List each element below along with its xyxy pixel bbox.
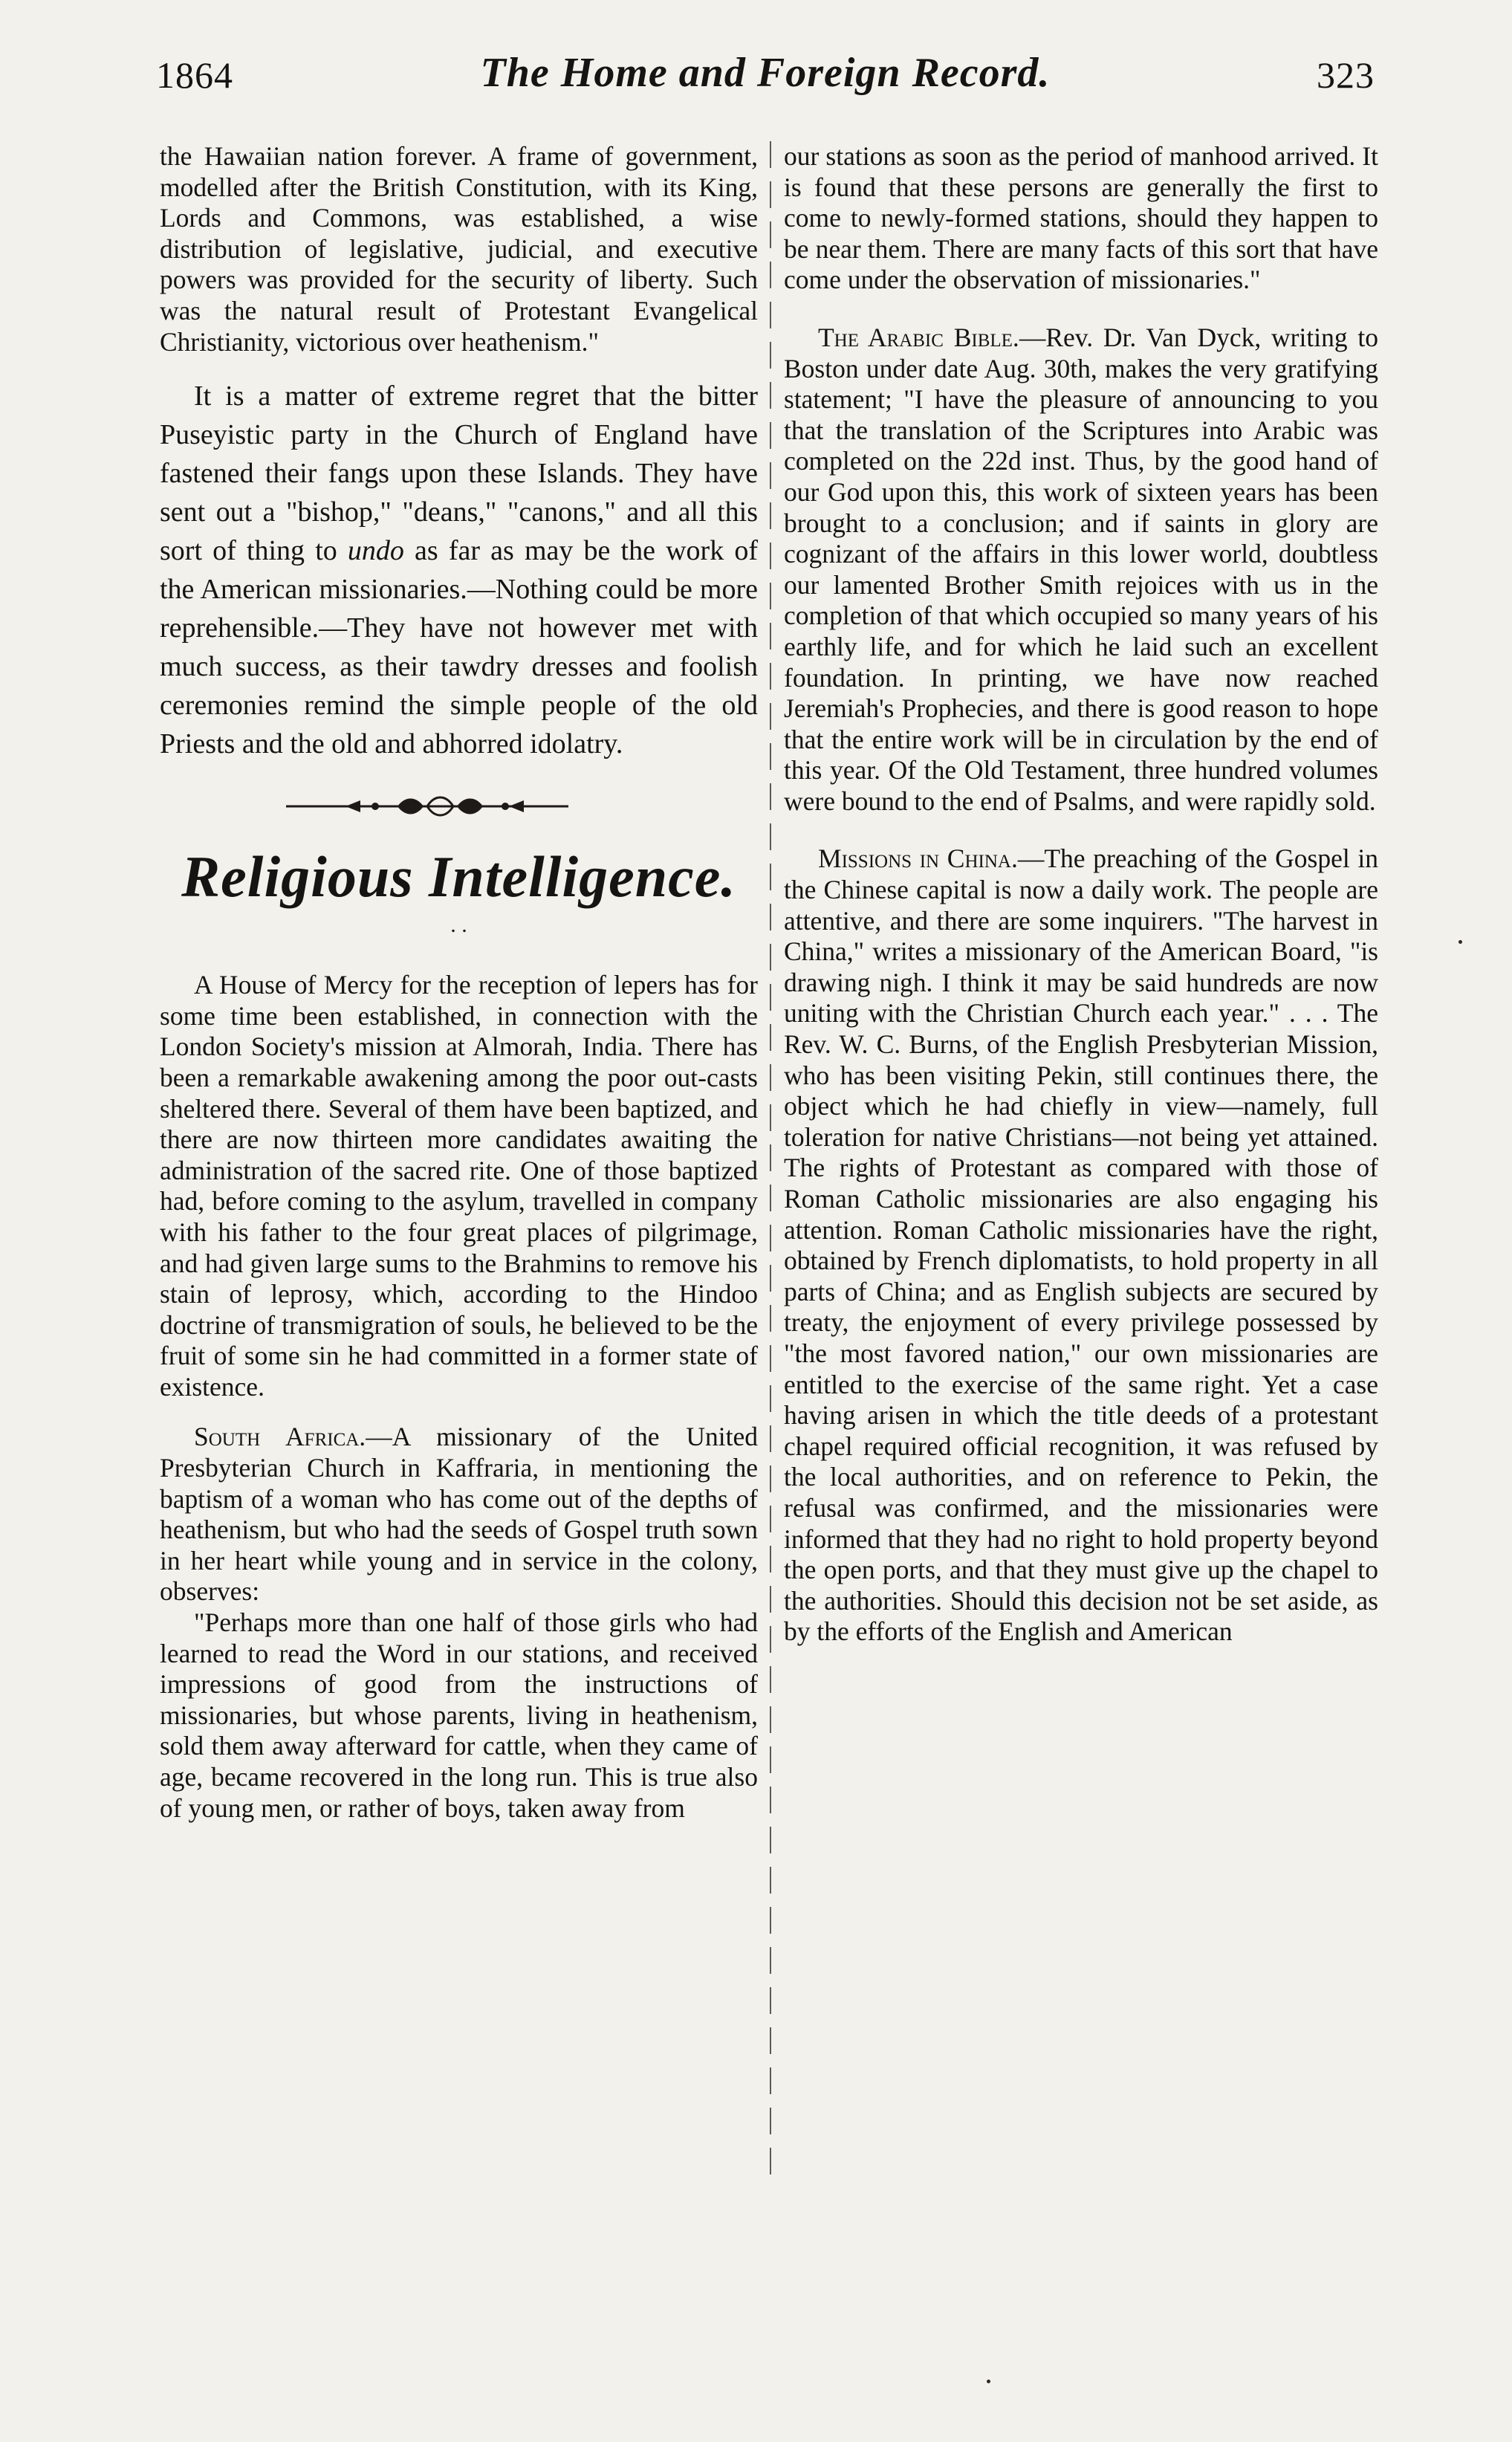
header-year: 1864	[156, 54, 233, 96]
right-column	[784, 141, 1378, 1648]
paragraph-puseyistic-part-a: It is a matter of extreme regret that the bitter Puseyistic party in the Church of England have fastened their fangs upon these Islands. They have sent out a "bishop," "deans," "canons," and all this sort of thing to	[160, 380, 758, 567]
south-africa-text: —A missionary of the United Presbyterian Church in Kaffraria, in mentioning the baptism of a woman who has come out of the depths of heathenism, but who had the seeds of Gospel truth sown in her heart while young and in service in the colony, observes:	[160, 1422, 758, 1607]
paragraph-kaffraria-quote: "Perhaps more than one half of those girls who had learned to read the Word in our stations, and received impressions of good from the instructions of missionaries, but whose parents, living in heathenism, sold them away afterward for cattle, when they came of age, became recovered in the long run. This is true also of young men, or rather of boys, taken away from	[160, 1607, 758, 1823]
arabic-bible-heading: The Arabic Bible.	[818, 322, 1019, 352]
paragraph-south-africa	[160, 1422, 758, 1607]
paragraph-puseyistic-part-b: as far as may be the work of the American missionaries.—Nothing could be more reprehensible.—They have not however met with much success, as their tawdry dresses and foolish ceremonies remind the simple people of the old Priests and the old and abhorred idolatry.	[160, 535, 759, 760]
print-speck-icon	[1459, 940, 1462, 944]
left-column	[160, 141, 758, 1824]
header-title: The Home and Foreign Record.	[480, 50, 1051, 96]
arabic-bible-text: —Rev. Dr. Van Dyck, writing to Boston under date Aug. 30th, makes the very gratifying statement; "I have the pleasure of announcing to you that the translation of the Scriptures into Arabic was completed on the 22d inst. Thus, by the good hand of our God upon this, this work of sixteen years has been brought to a conclusion; and if saints in glory are cognizant of the affairs in this lower world, doubtless our lamented Brother Smith rejoices with us in the completion of that which occupied so many years of his earthly life, and for which he laid such an excellent foundation. In printing, we have now reached Jeremiah's Prophecies, and there is good reason to hope that the entire work will be in circulation by the end of this year. Of the Old Testament, three hundred volumes were bound to the end of Psalms, and were rapidly sold.	[784, 322, 1378, 816]
paragraph-arabic-bible	[784, 323, 1378, 817]
column-rule	[770, 141, 771, 2185]
print-speck-icon	[987, 2380, 990, 2383]
title-dots: . .	[450, 913, 467, 938]
paragraph-missions-in-china	[784, 843, 1378, 1647]
section-title: Religious Intelligence.	[181, 844, 736, 910]
south-africa-heading: South Africa.	[194, 1422, 366, 1452]
emphasis-undo: undo	[347, 535, 404, 567]
paragraph-stations-continued: our stations as soon as the period of manhood arrived. It is found that these persons are generally the first to come to newly-formed stations, should they happen to be near them. There are many facts of this sort that have come under the observation of missionaries."	[784, 141, 1378, 295]
running-header	[156, 50, 1375, 106]
missions-china-heading: Missions in China.	[818, 843, 1018, 874]
paragraph-house-of-mercy: A House of Mercy for the reception of lepers has for some time been established, in connection with the London Society's mission at Almorah, India. There has been a remarkable awakening among the poor out-casts sheltered there. Several of them have been baptized, and there are now thirteen more candidates awaiting the administration of the sacred rite. One of those baptized had, before coming to the asylum, travelled in company with his father to the four great places of pilgrimage, and had given large sums to the Brahmins to remove his stain of leprosy, which, according to the Hindoo doctrine of transmigration of souls, he believed to be the fruit of some sin he had committed in a former state of existence.	[160, 970, 758, 1402]
paragraph-hawaii-constitution: the Hawaiian nation forever. A frame of government, modelled after the British Constitution, with its King, Lords and Commons, was established, a wise distribution of legislative, judicial, and executive powers was provided for the security of liberty. Such was the natural result of Protestant Evangelical Christianity, victorious over heathenism."	[160, 141, 758, 357]
paragraph-puseyistic-party	[160, 377, 758, 763]
missions-china-text: —The preaching of the Gospel in the Chinese capital is now a daily work. The people are attentive, and there are some inquirers. "The harvest in China," writes a missionary of the American Board, "is drawing nigh. I think it may be said hundreds are now uniting with the Christian Church each year." . . . The Rev. W. C. Burns, of the English Presbyterian Mission, who has been visiting Pekin, still continues there, the object which he had chiefly in view—namely, full toleration for native Christians—not being yet attained. The rights of Protestant as compared with those of Roman Catholic missionaries are also engaging his attention. Roman Catholic missionaries have the right, obtained by French diplomatists, to hold property in all parts of China; and as English subjects are secured by treaty, the enjoyment of every privilege possessed by "the most favored nation," our own missionaries are entitled to the exercise of the same right. Yet a case having arisen in which the title deeds of a protestant chapel required official recognition, it was refused by the local authorities, and on reference to Pekin, the refusal was confirmed, and the missionaries were informed that they had no right to hold property beyond the open ports, and that they must give up the chapel to the authorities. Should this decision not be set aside, as by the efforts of the English and American	[784, 843, 1378, 1647]
ornamental-divider-icon	[160, 769, 758, 836]
page-number: 323	[1317, 54, 1375, 96]
